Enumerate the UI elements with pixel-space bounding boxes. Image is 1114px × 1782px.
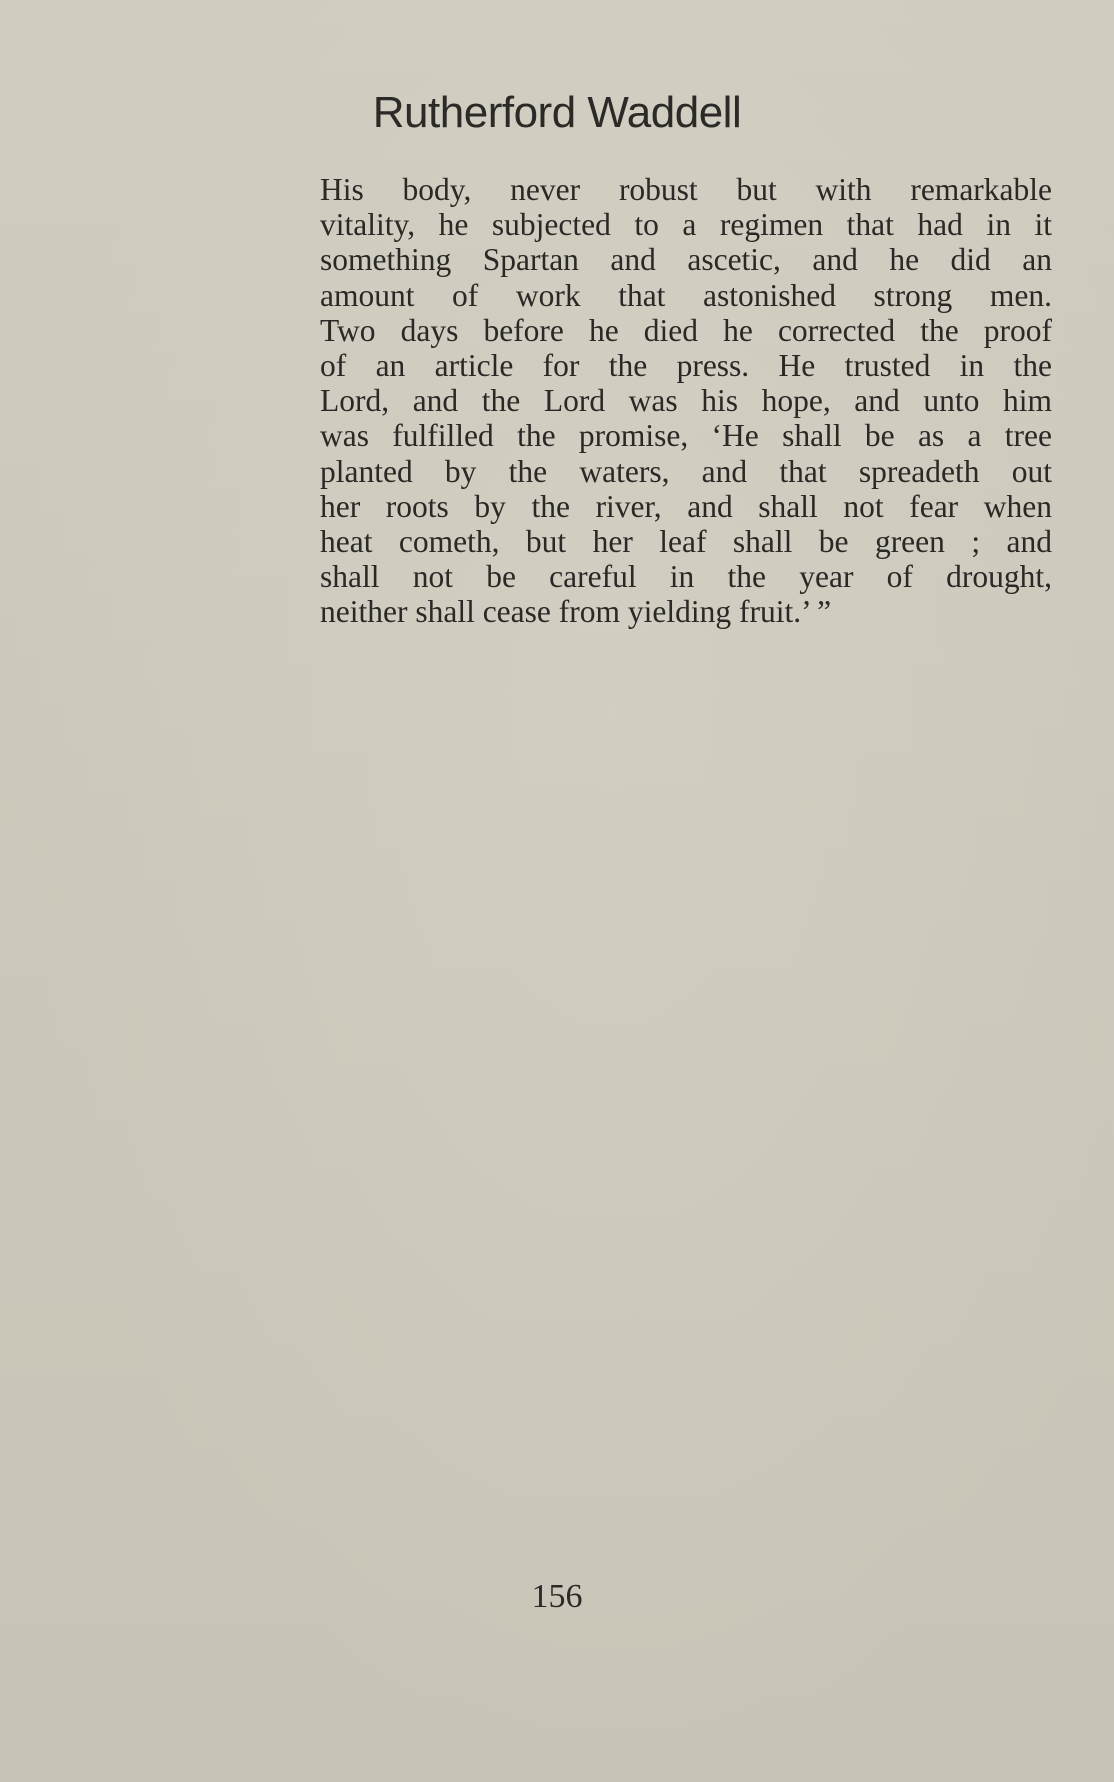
text-line: neither shall cease from yielding fruit.’ ” <box>320 594 832 630</box>
text-line: shall not be careful in the year of drought, <box>320 559 1052 595</box>
text-line: vitality, he subjected to a regimen that had in it <box>320 207 1052 243</box>
text-line: Two days before he died he corrected the proof <box>320 312 1052 348</box>
body-paragraph <box>320 172 1052 629</box>
text-line: her roots by the river, and shall not fear when <box>320 488 1052 524</box>
text-line: planted by the waters, and that spreadeth out <box>320 453 1052 489</box>
text-line: something Spartan and ascetic, and he did an <box>320 242 1052 278</box>
text-line: heat cometh, but her leaf shall be green ; and <box>320 523 1052 559</box>
text-line: amount of work that astonished strong men. <box>320 277 1052 313</box>
text-line: of an article for the press. He trusted in the <box>320 347 1052 383</box>
running-head: Rutherford Waddell <box>372 88 742 137</box>
text-line: was fulfilled the promise, ‘He shall be as a tree <box>320 418 1052 454</box>
text-line: Lord, and the Lord was his hope, and unto him <box>320 383 1052 419</box>
page-number: 156 <box>531 1578 583 1615</box>
text-line: His body, never robust but with remarkable <box>320 172 1052 207</box>
